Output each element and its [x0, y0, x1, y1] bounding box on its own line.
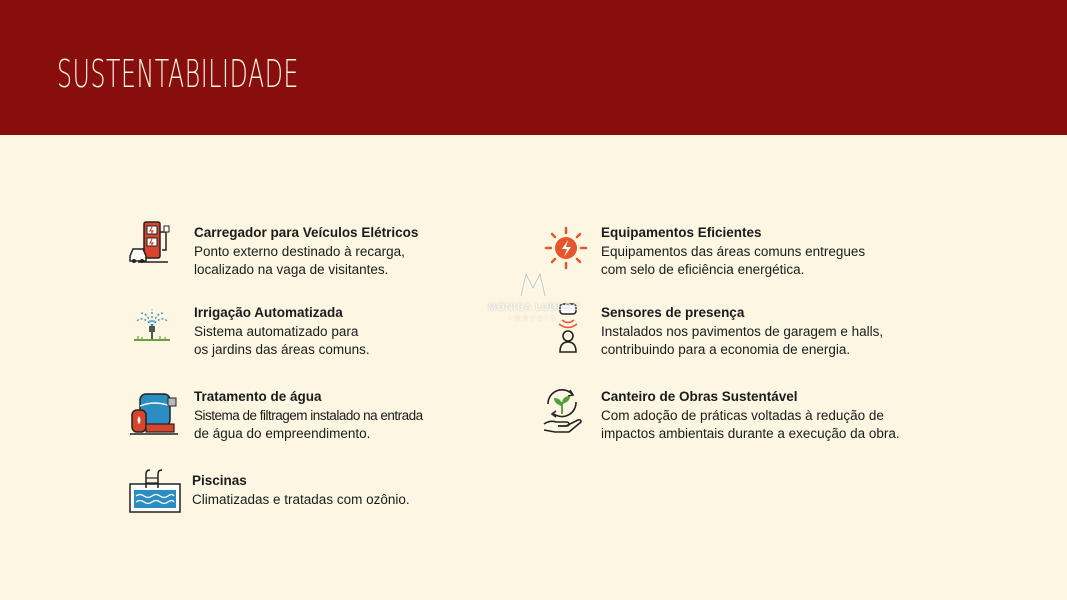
- item-pools: [128, 466, 458, 516]
- header-banner: [0, 0, 1067, 135]
- item-title: Carregador para Veículos Elétricos: [194, 225, 419, 240]
- watermark-sub: IMÓVEIS: [509, 316, 559, 322]
- item-desc-line: Equipamentos das áreas comuns entregues: [601, 244, 866, 259]
- item-irrigation: [128, 298, 458, 358]
- pool-icon: [128, 468, 182, 516]
- item-ev-charger: [128, 218, 458, 278]
- ev-charger-icon: [128, 218, 176, 266]
- water-tank-icon: [128, 386, 180, 438]
- item-water-treatment: [128, 382, 458, 442]
- item-title: Equipamentos Eficientes: [601, 225, 762, 240]
- item-title: Tratamento de água: [194, 389, 322, 404]
- item-title: Sensores de presença: [601, 305, 745, 320]
- item-desc-line: com selo de eficiência energética.: [601, 262, 805, 277]
- item-title: Piscinas: [192, 473, 247, 488]
- sprinkler-icon: [132, 304, 172, 344]
- item-desc-line: Sistema automatizado para: [194, 324, 359, 339]
- watermark-name: MÔNICA LUDERS: [488, 302, 580, 313]
- page-title: SUSTENTABILIDADE: [57, 52, 299, 96]
- item-desc-line: Sistema de filtragem instalado na entrada: [194, 408, 423, 423]
- item-presence-sensors: [540, 298, 940, 358]
- watermark-logo: [478, 270, 590, 330]
- item-desc-line: os jardins das áreas comuns.: [194, 342, 370, 357]
- item-desc-line: Climatizadas e tratadas com ozônio.: [192, 492, 410, 507]
- item-title: Canteiro de Obras Sustentável: [601, 389, 798, 404]
- efficient-energy-icon: [544, 226, 588, 270]
- item-efficient-equipment: [540, 218, 940, 278]
- item-desc-line: Ponto externo destinado à recarga,: [194, 244, 405, 259]
- item-desc-line: de água do empreendimento.: [194, 426, 371, 441]
- item-desc-line: Instalados nos pavimentos de garagem e halls,: [601, 324, 884, 339]
- item-title: Irrigação Automatizada: [194, 305, 343, 320]
- sustainable-plant-icon: [540, 384, 584, 436]
- watermark-mark-icon: [518, 270, 548, 298]
- item-desc-line: Com adoção de práticas voltadas à redução de: [601, 408, 884, 423]
- item-desc-line: localizado na vaga de visitantes.: [194, 262, 389, 277]
- item-desc-line: impactos ambientais durante a execução da obra.: [601, 426, 900, 441]
- item-sustainable-site: [540, 382, 940, 442]
- item-desc-line: contribuindo para a economia de energia.: [601, 342, 851, 357]
